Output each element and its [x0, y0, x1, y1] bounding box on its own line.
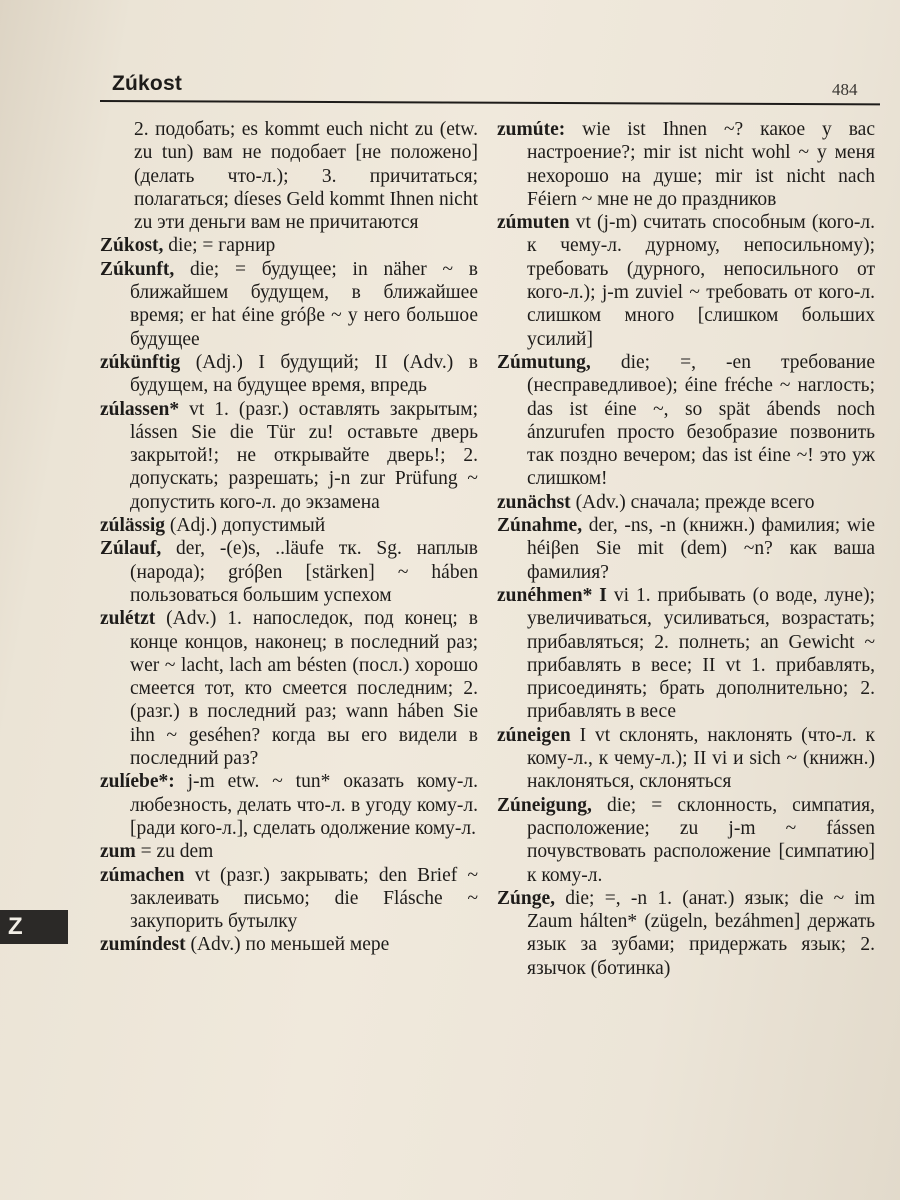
dictionary-entry	[100, 840, 478, 863]
entry-headword: zunächst	[497, 491, 571, 513]
entry-definition: der, -(e)s, ..läufe тк. Sg. наплыв (народа); gróβen [stärken] ~ háben пользоваться большим успехом	[130, 538, 478, 606]
dictionary-entry	[497, 491, 875, 514]
entry-headword: Zúkost,	[100, 235, 164, 257]
dictionary-entry	[497, 118, 875, 211]
dictionary-entry	[497, 887, 875, 980]
dictionary-entry	[100, 398, 478, 514]
entry-headword: zúlassen*	[100, 398, 180, 420]
entry-definition: = zu dem	[135, 841, 214, 863]
dictionary-entry	[497, 211, 875, 351]
dictionary-entry	[497, 794, 875, 887]
dictionary-entry	[100, 607, 478, 770]
entry-definition: die; = будущее; in näher ~ в ближайшем будущем, в ближайшее время; er hat éine gróβe ~ у него большое будущее	[130, 258, 478, 350]
dictionary-entry	[100, 770, 478, 840]
dictionary-entry	[100, 864, 478, 934]
entry-definition: vt 1. (разг.) оставлять закрытым; lássen Sie die Tür zu! оставьте дверь закрытой!; не открывайте дверь!; 2. допускать; разрешать; j-n zur Prüfung ~ допустить кого-л. до экзамена	[130, 398, 478, 513]
entry-headword: Zúlauf,	[100, 538, 162, 560]
dictionary-entry	[100, 258, 478, 351]
dictionary-entry: 2. подобать; es kommt euch nicht zu (etw. zu tun) вам не подобает [не положено] (делать что-л.); 3. причитаться; полагаться; díeses Geld kommt Ihnen nicht zu эти деньги вам не причитаются	[134, 119, 478, 234]
entry-definition: wie ist Ihnen ~? какое у вас настроение?; mir ist nicht wohl ~ у меня нехорошо на душе; mir ist nicht nach Féiern ~ мне не до праздников	[527, 119, 875, 210]
entry-definition: vi 1. прибывать (о воде, луне); увеличиваться, усиливаться, возрастать; прибавляться; 2. полнеть; an Gewicht ~ прибавлять в весе; II vt 1. прибавлять, присоединять; брать дополнительно; 2. прибавлять в весе	[527, 584, 875, 723]
entry-headword: Zúneigung,	[497, 794, 592, 816]
entry-definition: (Adj.) допустимый	[165, 515, 326, 537]
entry-definition: die; = склонность, симпатия, расположение; zu j-m ~ fássen почувствовать расположение [симпатию] к кому-л.	[527, 794, 875, 886]
entry-headword: Zúnahme,	[497, 515, 583, 537]
entry-definition: (Adv.) 1. напоследок, под конец; в конце концов, наконец; в последний раз; wer ~ lacht, lach am bésten (посл.) хорошо смеется тот, кто смеется последним; 2. (разг.) в последний раз; wann háben Sie ihn ~ geséhen? когда вы его видели в последний раз?	[130, 608, 478, 770]
dictionary-entry	[100, 537, 478, 607]
entry-headword: zúneigen	[497, 724, 571, 746]
dictionary-entry	[100, 933, 478, 956]
entry-headword: zum	[100, 841, 136, 863]
entry-headword: zúkünftig	[100, 351, 181, 373]
thumb-index-letter: Z	[8, 913, 23, 940]
entry-headword: zúmuten	[497, 212, 570, 234]
dictionary-entry	[100, 234, 478, 257]
entry-definition: die; = гарнир	[163, 235, 276, 257]
dictionary-entry	[100, 514, 478, 537]
entry-definition: I vt склонять, наклонять (что-л. к кому-л., к чему-л.); II vi и sich ~ (книжн.) наклоняться, склоняться	[527, 724, 875, 793]
guide-word: Zúkost	[112, 72, 183, 95]
left-column	[100, 118, 478, 957]
entry-headword: zunéhmen* I	[497, 584, 607, 606]
entry-headword: zumúte:	[497, 119, 566, 140]
entry-definition: (Adv.) сначала; прежде всего	[570, 491, 815, 513]
entry-definition: vt (j-m) считать способным (кого-л. к чему-л. дурному, непосильному); требовать (дурного, непосильного от кого-л.); j-m zuviel ~ требовать от кого-л. слишком много [слишком больших усилий]	[527, 212, 875, 350]
entry-headword: Zúmutung,	[497, 351, 591, 373]
dictionary-entry	[100, 351, 478, 398]
entry-definition: j-m etw. ~ tun* оказать кому-л. любезность, делать что-л. в угоду кому-л. [ради кого-л.], сделать одолжение кому-л.	[130, 771, 478, 839]
entry-definition: der, -ns, -n (книжн.) фамилия; wie héiβen Sie mit (dem) ~n? как ваша фамилия?	[527, 515, 875, 583]
header-rule	[100, 100, 880, 105]
entry-headword: zulétzt	[100, 608, 156, 630]
right-column	[497, 118, 875, 980]
dictionary-entry	[497, 584, 875, 724]
entry-headword: Zúkunft,	[100, 258, 175, 280]
entry-headword: zúmachen	[100, 864, 185, 886]
entry-headword: zumíndest	[100, 934, 186, 956]
thumb-index-tab	[0, 910, 68, 944]
dictionary-entry	[497, 351, 875, 491]
entry-headword: Zúnge,	[497, 887, 555, 909]
dictionary-entry	[497, 724, 875, 794]
entry-headword: zulíebe*:	[100, 771, 175, 793]
dictionary-entry	[497, 514, 875, 584]
entry-headword: zúlässig	[100, 515, 166, 537]
entry-definition: (Adj.) I будущий; II (Adv.) в будущем, на будущее время, впредь	[130, 351, 478, 397]
entry-definition: die; =, -en требование (несправедливое); éine fréche ~ наглость; das ist éine ~, so spät ábends noch ánzurufen просто безобразие позвонить так поздно вечером; das ist éine ~! это уж слишком!	[527, 351, 875, 490]
page-number: 484	[832, 80, 858, 99]
entry-definition: (Adv.) по меньшей мере	[185, 934, 390, 956]
entry-definition: vt (разг.) закрывать; den Brief ~ заклеивать письмо; die Flásche ~ закупорить бутылку	[130, 864, 478, 933]
entry-definition: die; =, -n 1. (анат.) язык; die ~ im Zaum hálten* (zügeln, bezáhmen] держать язык за зубами; придержать язык; 2. язычок (ботинка)	[527, 887, 875, 979]
